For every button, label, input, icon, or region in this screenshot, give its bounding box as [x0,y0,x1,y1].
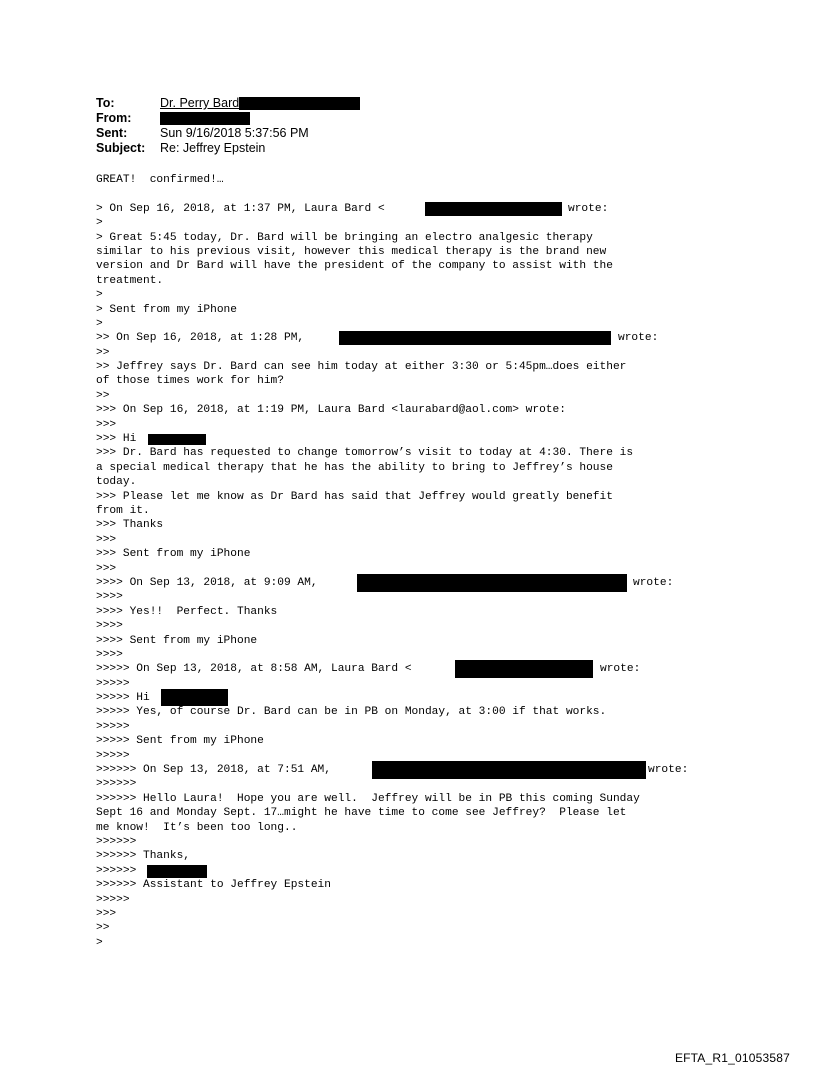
body-text: > On Sep 16, 2018, at 1:37 PM, Laura Bard < [96,202,385,215]
body-line: >>>>>> [96,778,137,791]
sent-value: Sun 9/16/2018 5:37:56 PM [160,126,309,140]
body-line: me know! It’s been too long.. [96,821,298,834]
body-line: >>> Sent from my iPhone [96,548,251,561]
body-line: >>> On Sep 16, 2018, at 1:19 PM, Laura Bard <laurabard@aol.com> wrote: [96,404,566,417]
body-text: wrote: [648,764,689,777]
body-line: >>>> Yes!! Perfect. Thanks [96,605,278,618]
body-line: > [96,936,103,949]
to-label: To: [96,96,115,110]
redaction-box [339,331,611,345]
body-line: >>>>> [96,720,130,733]
body-line: GREAT! confirmed!… [96,174,224,186]
document-id: EFTA_R1_01053587 [674,1051,790,1065]
redaction-box [239,97,360,110]
body-text: >>>>> On Sep 13, 2018, at 8:58 AM, Laura Bard < [96,663,412,676]
body-text: >>> Hi [96,433,137,446]
body-line: version and Dr Bard will have the president of the company to assist with the [96,260,613,273]
body-text: >>>>>> [96,864,137,877]
body-line: >>> [96,533,117,546]
body-line: > Sent from my iPhone [96,303,237,316]
body-line: of those times work for him? [96,375,284,388]
sent-row [96,126,360,141]
body-line: >>> [96,418,117,431]
body-text: wrote: [618,332,659,345]
body-line: today. [96,476,137,489]
from-label: From: [96,111,132,125]
body-line: >>>>> Yes, of course Dr. Bard can be in PB on Monday, at 3:00 if that works. [96,706,607,719]
body-line: >>>>>> Hello Laura! Hope you are well. Jeffrey will be in PB this coming Sunday [96,792,640,805]
body-line: >>>> Sent from my iPhone [96,634,258,647]
body-line [96,576,796,590]
redaction-box [372,761,646,779]
body-line: >>>> [96,648,123,661]
body-line: > [96,217,103,230]
body-line: >> Jeffrey says Dr. Bard can see him today at either 3:30 or 5:45pm…does either [96,361,627,374]
body-line: >>>>>> Assistant to Jeffrey Epstein [96,879,331,892]
body-line: >>>>>> [96,835,137,848]
redaction-box [425,202,562,216]
body-line: a special medical therapy that he has the ability to bring to Jeffrey’s house [96,461,613,474]
body-text: >>>>> Hi [96,692,150,705]
body-line: >>>>> [96,893,130,906]
body-line [96,202,796,216]
body-line [96,864,796,878]
body-line [96,662,796,676]
sent-label: Sent: [96,126,128,140]
body-line: >> [96,389,110,402]
body-line [96,187,796,201]
body-line [96,763,796,777]
body-line: >>>>> [96,677,130,690]
redaction-box [148,434,206,445]
redaction-box [147,865,207,878]
body-line: > [96,317,103,330]
body-line: from it. [96,504,150,517]
from-row [96,111,360,126]
body-line: Sept 16 and Monday Sept. 17…might he have time to come see Jeffrey? Please let [96,807,627,820]
email-header [96,96,360,156]
body-line: >>> Dr. Bard has requested to change tomorrow’s visit to today at 4:30. There is [96,447,634,460]
body-line: similar to his previous visit, however this medical therapy is the brand new [96,245,607,258]
body-line [96,432,796,446]
subject-row [96,141,360,156]
body-line [96,331,796,345]
body-line [96,691,796,705]
redaction-box [455,660,593,678]
subject-value: Re: Jeffrey Epstein [160,141,266,155]
body-text: >>>>>> On Sep 13, 2018, at 7:51 AM, [96,764,331,777]
redaction-box [160,112,250,125]
body-line: >> [96,346,110,359]
redaction-box [357,574,627,592]
email-body [96,173,796,950]
to-row [96,96,360,111]
body-line: > Great 5:45 today, Dr. Bard will be bringing an electro analgesic therapy [96,231,593,244]
body-line: >>> Thanks [96,519,164,532]
to-value: Dr. Perry Bard [160,96,240,110]
body-line: >>>> [96,620,123,633]
body-text: wrote: [568,202,609,215]
body-text: wrote: [633,576,674,589]
body-text: >> On Sep 16, 2018, at 1:28 PM, [96,332,305,345]
body-line: >>>> [96,591,123,604]
body-line: >>> Please let me know as Dr Bard has said that Jeffrey would greatly benefit [96,490,613,503]
body-line: > [96,289,103,302]
body-text: wrote: [600,663,641,676]
body-line: >>> [96,562,117,575]
body-text: >>>> On Sep 13, 2018, at 9:09 AM, [96,576,318,589]
subject-label: Subject: [96,141,146,155]
body-line: >>>>> Sent from my iPhone [96,735,264,748]
body-line: >>>>>> Thanks, [96,850,190,863]
redaction-box [161,689,228,706]
body-line: >>>>> [96,749,130,762]
body-line: >>> [96,907,117,920]
body-line: >> [96,922,110,935]
body-line: treatment. [96,274,164,287]
